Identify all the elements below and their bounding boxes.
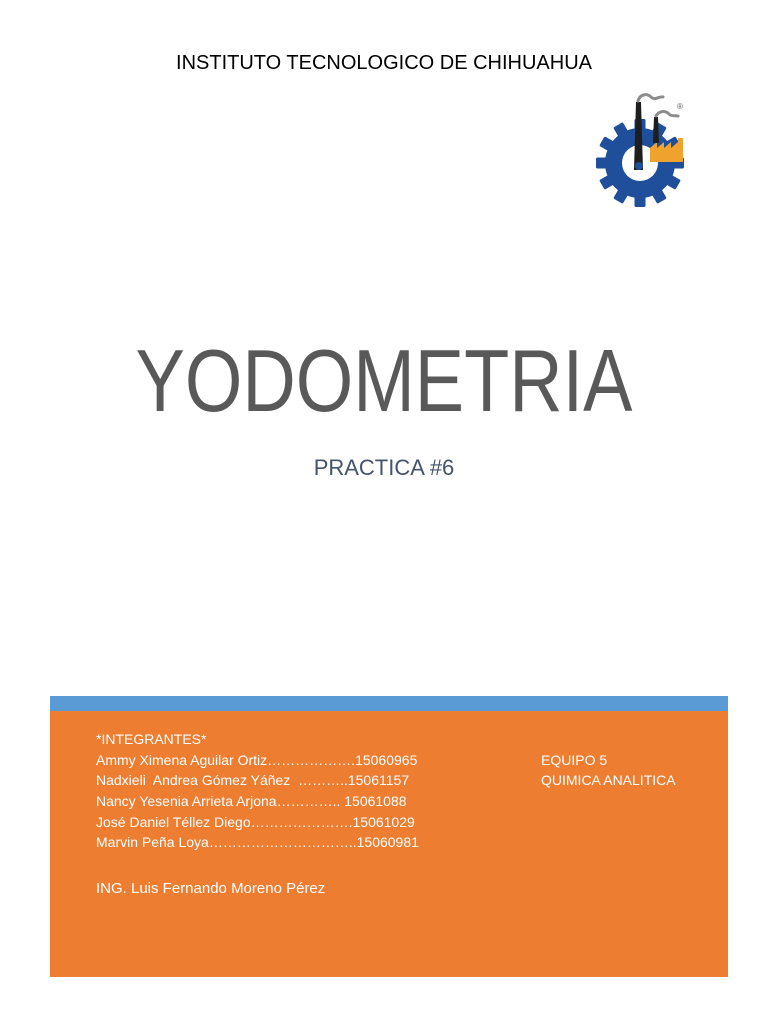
- member-row: [96, 791, 419, 812]
- registered-mark: ®: [677, 102, 683, 111]
- member-name: Nancy Yesenia Arrieta Arjona: [96, 793, 277, 810]
- team-panel: [50, 711, 728, 977]
- member-leader-dots: ………………….: [250, 813, 353, 830]
- member-leader-dots: ………..: [298, 772, 348, 789]
- members-list: [96, 729, 419, 853]
- instructor-name: ING. Luis Fernando Moreno Pérez: [96, 880, 326, 897]
- member-id: 15061157: [347, 772, 410, 789]
- member-id: 15060965: [355, 751, 418, 768]
- members-heading: *INTEGRANTES*: [96, 731, 207, 747]
- member-row: [96, 832, 419, 853]
- member-leader-dots: …………..: [276, 793, 345, 810]
- team-info: [541, 750, 676, 791]
- institute-logo: [590, 90, 690, 212]
- member-id: 15061088: [344, 793, 407, 810]
- member-name: Nadxieli Andrea Gómez Yáñez: [96, 772, 299, 789]
- team-number: EQUIPO 5: [541, 751, 608, 768]
- gear-center-dot: [635, 162, 643, 170]
- smoke-icon: [638, 95, 678, 116]
- document-subtitle: PRACTICA #6: [313, 455, 455, 480]
- member-leader-dots: …………………………..: [208, 834, 357, 851]
- member-name: José Daniel Téllez Diego: [96, 813, 251, 830]
- institution-name: INSTITUTO TECNOLOGICO DE CHIHUAHUA: [176, 52, 592, 74]
- document-title: YODOMETRIA: [135, 331, 633, 430]
- member-row: [96, 750, 419, 771]
- member-row: [96, 770, 419, 791]
- member-name: Marvin Peña Loya: [96, 834, 209, 851]
- accent-bar: [50, 696, 728, 711]
- member-id: 15060981: [356, 834, 419, 851]
- member-row: [96, 812, 419, 833]
- course-name: QUIMICA ANALITICA: [541, 772, 676, 789]
- member-name: Ammy Ximena Aguilar Ortiz: [96, 751, 268, 768]
- member-id: 15061029: [352, 813, 415, 830]
- member-leader-dots: ……………….: [267, 751, 356, 768]
